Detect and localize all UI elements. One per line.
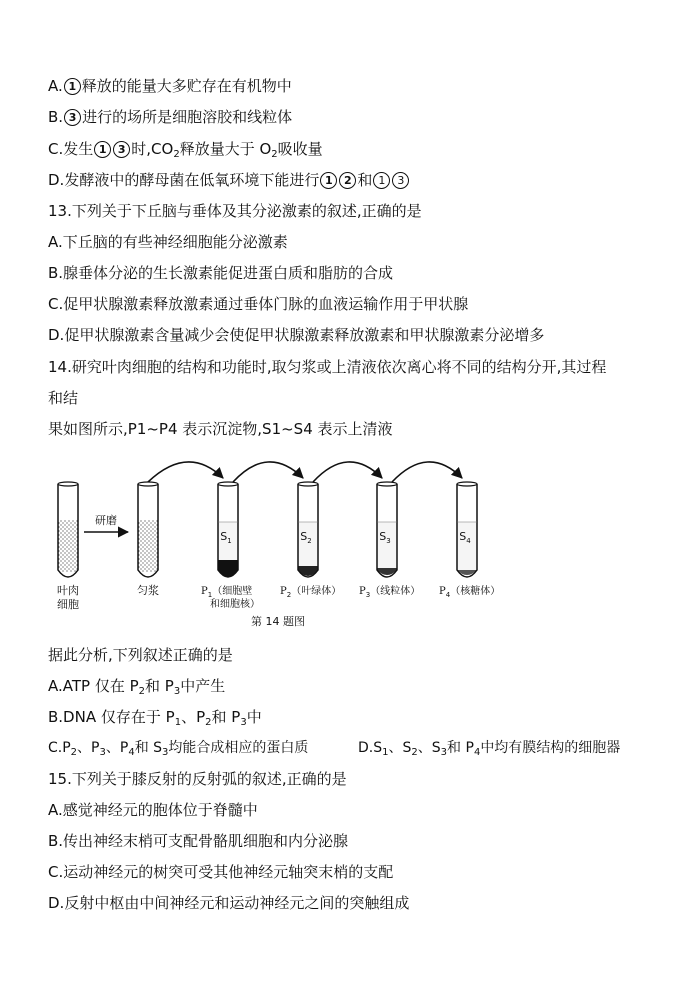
svg-text:S3: $S_3$	[379, 530, 391, 545]
circled-number: 3	[113, 141, 130, 158]
q14-option-b: B.DNA 仅存在于 $P_1$、$P_2$和 $P_3$中	[48, 708, 262, 728]
q13-option-b: B.腺垂体分泌的生长激素能促进蛋白质和脂肪的合成	[48, 264, 394, 282]
q14-stem-line2: 和结	[48, 389, 79, 407]
q13-stem: 13.下列关于下丘脑与垂体及其分泌激素的叙述,正确的是	[48, 202, 422, 220]
q12-option-b: B. 3 进行的场所是细胞溶胶和线粒体	[48, 108, 293, 126]
svg-text:S2: $S_2$	[300, 530, 312, 545]
grind-label: 研磨	[95, 514, 117, 527]
q12-option-d: D.发酵液中的酵母菌在低氧环境下能进行 1 2 和 1 3	[48, 170, 410, 190]
label-p1: $P_1$（细胞壁	[201, 586, 253, 599]
circled-number: 1	[94, 141, 111, 158]
q15-stem: 15.下列关于膝反射的反射弧的叙述,正确的是	[48, 770, 347, 788]
label-leaf-cells-2: 细胞	[57, 598, 79, 611]
circled-number: 1	[320, 172, 337, 189]
label-p2: $P_2$（叶绿体）	[280, 586, 342, 599]
test-tube-p3	[377, 482, 397, 577]
q14-option-d: $D.S_1$、$S_2$、$S_3$和 $P_4$中均有膜结构的细胞器	[358, 740, 621, 758]
q15-option-d: D.反射中枢由中间神经元和运动神经元之间的突触组成	[48, 894, 410, 912]
svg-text:S4: $S_4$	[459, 530, 471, 545]
q15-option-c: C.运动神经元的树突可受其他神经元轴突末梢的支配	[48, 863, 394, 881]
test-tube-p2	[298, 482, 318, 577]
label-p3: $P_3$（线粒体）	[359, 586, 421, 599]
q12-option-a: A. 1 释放的能量大多贮存在有机物中	[48, 77, 292, 95]
q14-option-a: A.ATP 仅在 $P_2$和 $P_3$中产生	[48, 677, 226, 697]
q15-option-a: A.感觉神经元的胞体位于脊髓中	[48, 801, 258, 819]
q13-option-d: D.促甲状腺激素含量减少会使促甲状腺激素释放激素和甲状腺激素分泌增多	[48, 326, 545, 344]
q12-option-c: C.发生 1 3 时$,CO_2$释放量大于 $O_2$吸收量	[48, 140, 323, 160]
q13-option-a: A.下丘脑的有些神经细胞能分泌激素	[48, 233, 288, 251]
q15-option-b: B.传出神经末梢可支配骨骼肌细胞和内分泌腺	[48, 832, 349, 850]
transfer-arrows	[148, 462, 462, 482]
figure-caption: 第 14 题图	[251, 615, 305, 628]
svg-text:S1: $S_1$	[220, 530, 232, 545]
q13-option-c: C.促甲状腺激素释放激素通过垂体门脉的血液运输作用于甲状腺	[48, 295, 469, 313]
label-p4: $P_4$（核糖体）	[439, 586, 501, 599]
circled-number: 2	[339, 172, 356, 189]
q14-stem-line1: 14.研究叶肉细胞的结构和功能时,取匀浆或上清液依次离心将不同的结构分开,其过程	[48, 358, 607, 376]
test-tube-leaf-cells	[58, 482, 78, 577]
q14-stem-line3: 果如图所示,P1~P4 表示沉淀物,S1~S4 表示上清液	[48, 420, 393, 438]
circled-number: 3	[392, 172, 409, 189]
circled-number: 3	[64, 109, 81, 126]
q14-lead: 据此分析,下列叙述正确的是	[48, 646, 233, 664]
label-p1-line2: 和细胞核）	[210, 599, 260, 610]
label-homogenate: 匀浆	[137, 584, 159, 597]
grind-arrow	[84, 514, 128, 532]
q14-option-c: $C.P_2$、$P_3$、$P_4$和 $S_3$均能合成相应的蛋白质	[48, 740, 309, 758]
test-tube-p1	[218, 482, 238, 577]
test-tube-homogenate	[138, 482, 158, 577]
test-tube-p4	[457, 482, 477, 577]
circled-number: 1	[373, 172, 390, 189]
centrifugation-figure	[48, 452, 501, 632]
label-leaf-cells-1: 叶肉	[57, 584, 79, 597]
circled-number: 1	[64, 78, 81, 95]
